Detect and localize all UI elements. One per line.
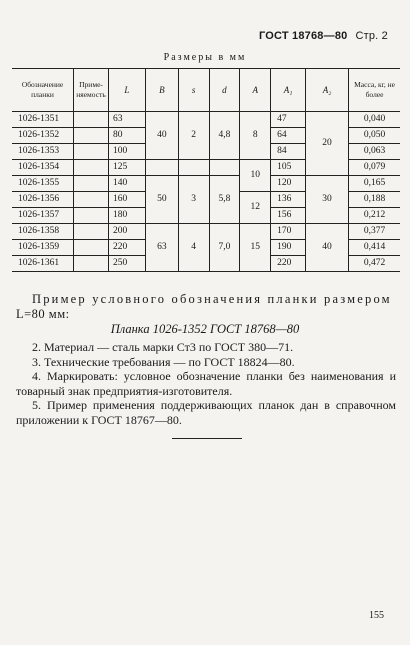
mass-cell: 0,472 [349,256,400,272]
s-cell: 2 [178,112,209,160]
L-cell: 160 [108,192,145,208]
L-cell: 125 [108,160,145,176]
d-cell: 4,8 [209,112,240,160]
applicability-cell [74,128,109,144]
table-caption: Размеры в мм [163,52,247,63]
item-requirements: 3. Технические требования — по ГОСТ 18824—80. [32,354,295,369]
A1-cell: 84 [271,144,306,160]
dimensions-table [12,68,400,272]
applicability-cell [74,224,109,240]
designation-cell: 1026-1359 [12,240,74,256]
applicability-cell [74,176,109,192]
applicability-cell [74,192,109,208]
B-cell: 63 [145,224,178,272]
designation-cell: 1026-1361 [12,256,74,272]
s-cell [178,160,209,176]
divider [172,438,242,439]
d-cell: 7,0 [209,224,240,272]
designation-cell: 1026-1354 [12,160,74,176]
B-cell: 40 [145,112,178,160]
L-cell: 180 [108,208,145,224]
d-cell [209,160,240,176]
table-header-row [12,69,400,112]
A1-cell: 105 [271,160,306,176]
designation-cell: 1026-1357 [12,208,74,224]
s-cell: 3 [178,176,209,224]
B-cell [145,160,178,176]
numbered-items [16,340,396,427]
col-s: s [178,69,209,112]
L-cell: 250 [108,256,145,272]
col-mass: Масса, кг, не более [349,69,400,112]
example-intro: Пример условного обозначения планки размером [32,292,392,306]
mass-cell: 0,040 [349,112,400,128]
A2-cell: 20 [305,112,348,176]
designation-cell: 1026-1356 [12,192,74,208]
col-L: L [108,69,145,112]
mass-cell: 0,050 [349,128,400,144]
col-designation: Обозначение планки [12,69,74,112]
mass-cell: 0,188 [349,192,400,208]
A-cell: 15 [240,224,271,272]
L-cell: 140 [108,176,145,192]
A2-cell: 40 [305,224,348,272]
item-marking: 4. Маркировать: условное обозначение планки без наименования и товарный знак предприятия-изготовителя. [16,369,396,398]
mass-cell: 0,212 [349,208,400,224]
A2-cell: 30 [305,176,348,224]
page-number: 155 [369,610,384,621]
applicability-cell [74,256,109,272]
item-material: 2. Материал — сталь марки Ст3 по ГОСТ 380—71. [32,340,294,354]
A-cell: 10 [240,160,271,192]
designation-cell: 1026-1353 [12,144,74,160]
applicability-cell [74,144,109,160]
col-applicability: Приме-няемость [74,69,109,112]
col-d: d [209,69,240,112]
L-cell: 220 [108,240,145,256]
applicability-cell [74,208,109,224]
A1-cell: 220 [271,256,306,272]
L-cell: 63 [108,112,145,128]
item-application: 5. Пример применения поддерживающих планок дан в справочном приложении к ГОСТ 18767—80. [16,398,396,427]
applicability-cell [74,160,109,176]
mass-cell: 0,377 [349,224,400,240]
L-cell: 200 [108,224,145,240]
running-header [259,30,388,42]
col-A1: A₁ [271,69,306,112]
A1-cell: 136 [271,192,306,208]
designation-cell: 1026-1352 [12,128,74,144]
mass-cell: 0,414 [349,240,400,256]
A1-cell: 120 [271,176,306,192]
mass-cell: 0,079 [349,160,400,176]
mass-cell: 0,165 [349,176,400,192]
col-A2: A₂ [305,69,348,112]
table-row [12,224,400,240]
applicability-cell [74,112,109,128]
B-cell: 50 [145,176,178,224]
example-size: L=80 мм: [16,307,70,321]
d-cell: 5,8 [209,176,240,224]
L-cell: 80 [108,128,145,144]
A-cell: 12 [240,192,271,224]
designation-cell: 1026-1355 [12,176,74,192]
mass-cell: 0,063 [349,144,400,160]
table-row [12,112,400,128]
page-label: Стр. 2 [355,30,388,42]
col-B: B [145,69,178,112]
A1-cell: 190 [271,240,306,256]
A1-cell: 156 [271,208,306,224]
standard-number: ГОСТ 18768—80 [258,30,348,42]
applicability-cell [74,240,109,256]
table-row [12,176,400,192]
designation-cell: 1026-1358 [12,224,74,240]
s-cell: 4 [178,224,209,272]
designation-cell: 1026-1351 [12,112,74,128]
col-A: A [240,69,271,112]
A1-cell: 170 [271,224,306,240]
A1-cell: 47 [271,112,306,128]
designation-example: Планка 1026-1352 ГОСТ 18768—80 [110,322,300,336]
A1-cell: 64 [271,128,306,144]
L-cell: 100 [108,144,145,160]
A-cell: 8 [240,112,271,160]
